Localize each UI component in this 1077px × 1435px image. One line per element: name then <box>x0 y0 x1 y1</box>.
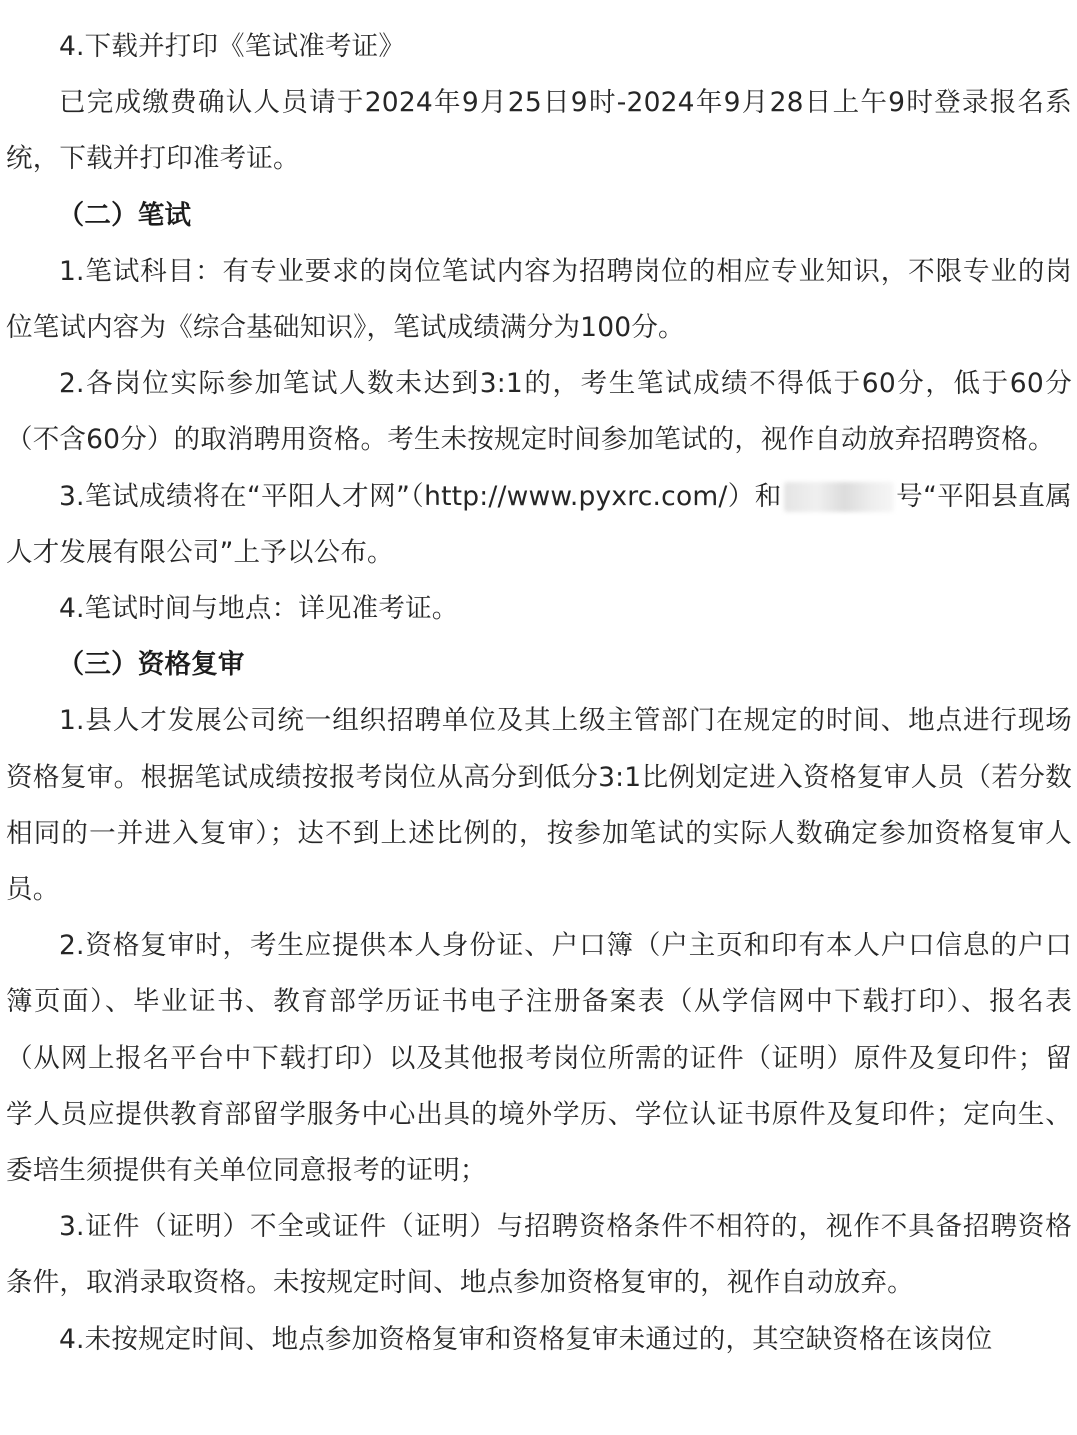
results-publish-text-before: 3.笔试成绩将在“平阳人才网”（http://www.pyxrc.com/）和 <box>59 480 782 512</box>
paragraph-exam-pass-score: 2.各岗位实际参加笔试人数未达到3:1的，考生笔试成绩不得低于60分，低于60分（不含60分）的取消聘用资格。考生未按规定时间参加笔试的，视作自动放弃招聘资格。 <box>6 368 1072 456</box>
section-heading-qualification-review-text: （三）资格复审 <box>57 649 245 681</box>
paragraph-review-documents: 2.资格复审时，考生应提供本人身份证、户口簿（户主页和印有本人户口信息的户口簿页面）、毕业证书、教育部学历证书电子注册备案表（从学信网中下载打印）、报名表（从网上报名平台中下载打印）以及其他报考岗位所需的证件（证明）原件及复印件；留学人员应提供教育部留学服务中心出具的境外学历、学位认证书原件及复印件；定向生、委培生须提供有关单位同意报考的证明； <box>6 930 1072 1187</box>
paragraph-exam-results-publish <box>6 469 1072 581</box>
section-heading-written-exam <box>6 188 1072 244</box>
document-body <box>6 19 1072 1368</box>
paragraph-review-vacancy: 4.未按规定时间、地点参加资格复审和资格复审未通过的，其空缺资格在该岗位 <box>59 1323 993 1355</box>
paragraph-review-organization: 1.县人才发展公司统一组织招聘单位及其上级主管部门在规定的时间、地点进行现场资格复审。根据笔试成绩按报考岗位从高分到低分3:1比例划定进入资格复审人员（若分数相同的一并进入复审）；达不到上述比例的，按参加笔试的实际人数确定参加资格复审人员。 <box>6 705 1072 906</box>
section-heading-qualification-review <box>6 637 1072 693</box>
results-publish-text-after: 号“平阳县直属人才发展有限公司”上予以公布。 <box>6 480 1072 568</box>
paragraph-exam-subjects: 1.笔试科目：有专业要求的岗位笔试内容为招聘岗位的相应专业知识，不限专业的岗位笔试内容为《综合基础知识》，笔试成绩满分为100分。 <box>6 255 1072 344</box>
paragraph-download-admission-title: 4.下载并打印《笔试准考证》 <box>59 31 406 62</box>
section-heading-written-exam-text: （二）笔试 <box>57 199 192 231</box>
paragraph-exam-time-location: 4.笔试时间与地点：详见准考证。 <box>59 593 459 625</box>
redacted-account-name <box>784 482 894 512</box>
paragraph-download-admission-detail: 已完成缴费确认人员请于2024年9月25日9时-2024年9月28日上午9时登录报名系统，下载并打印准考证。 <box>6 87 1072 175</box>
paragraph-review-disqualification: 3.证件（证明）不全或证件（证明）与招聘资格条件不相符的，视作不具备招聘资格条件，取消录取资格。未按规定时间、地点参加资格复审的，视作自动放弃。 <box>6 1211 1072 1299</box>
